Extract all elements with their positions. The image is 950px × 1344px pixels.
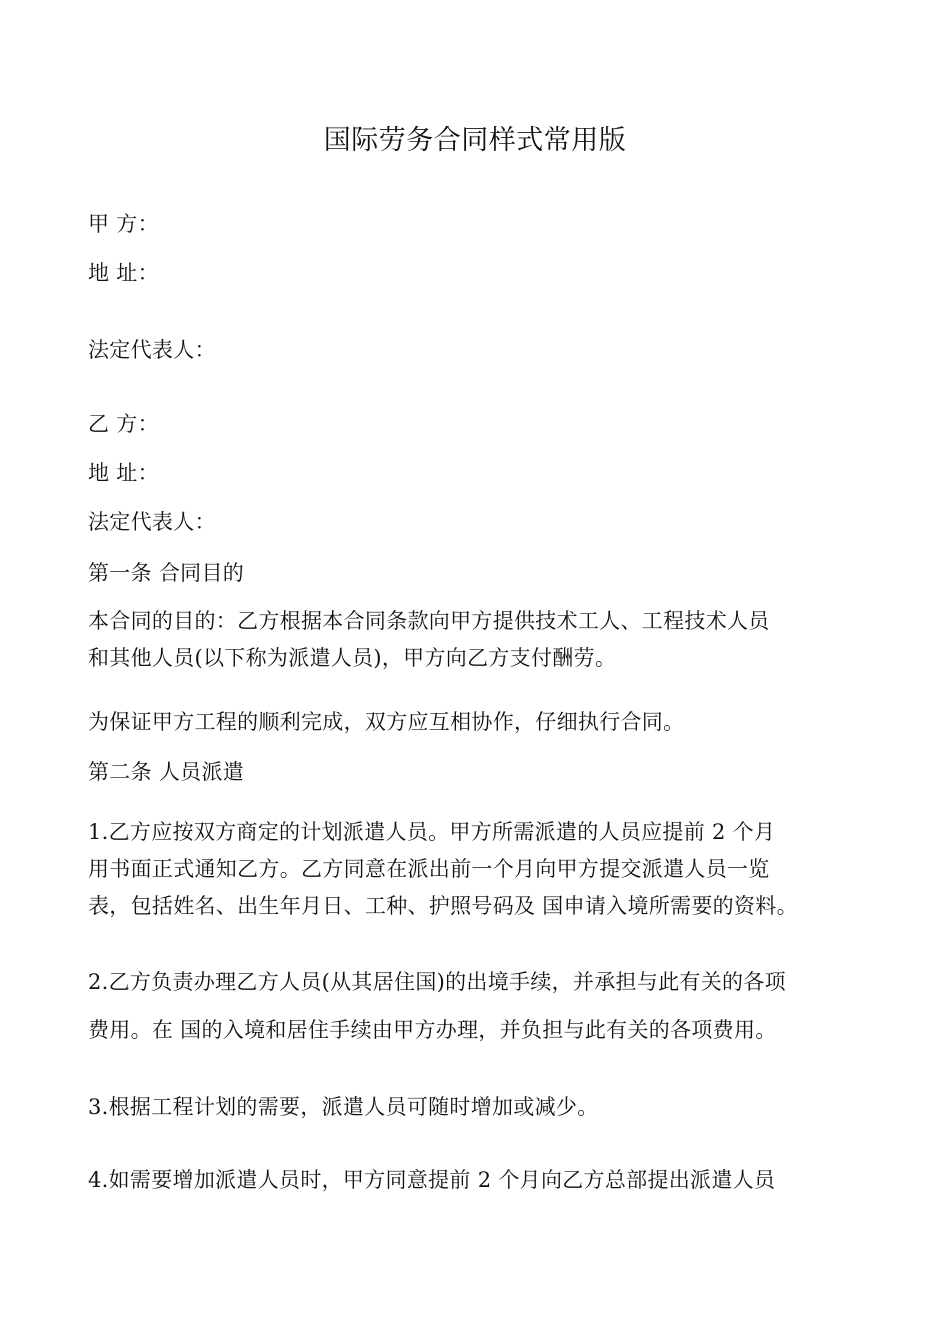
article2-item4: 4.如需要增加派遣人员时，甲方同意提前 2 个月向乙方总部提出派遣人员 [88,1168,776,1192]
party-a-label: 甲 方： [88,212,159,236]
party-b-representative: 法定代表人： [88,510,216,534]
document-title: 国际劳务合同样式常用版 [323,125,627,156]
party-a-representative: 法定代表人： [88,338,216,362]
party-b-label: 乙 方： [88,412,159,436]
paragraph-line: 和其他人员(以下称为派遣人员)，甲方向乙方支付酬劳。 [88,646,617,670]
paragraph-line: 用书面正式通知乙方。乙方同意在派出前一个月向甲方提交派遣人员一览 [88,857,770,881]
article1-paragraph2: 为保证甲方工程的顺利完成，双方应互相协作，仔细执行合同。 [88,710,685,734]
party-a-address: 地 址： [88,261,159,285]
paragraph-line: 1.乙方应按双方商定的计划派遣人员。甲方所需派遣的人员应提前 2 个月 [88,820,776,844]
party-b-address: 地 址： [88,461,159,485]
article1-paragraph1 [88,603,878,677]
article1-heading: 第一条 合同目的 [88,561,245,585]
article2-item1 [88,814,878,925]
paragraph-line: 费用。在 国的入境和居住手续由甲方办理，并负担与此有关的各项费用。 [88,1018,777,1042]
paragraph-line: 表，包括姓名、出生年月日、工种、护照号码及 国申请入境所需要的资料。 [88,894,798,918]
paragraph-line: 2.乙方负责办理乙方人员(从其居住国)的出境手续，并承担与此有关的各项 [88,970,786,994]
article2-item3: 3.根据工程计划的需要，派遣人员可随时增加或减少。 [88,1095,599,1119]
paragraph-line: 本合同的目的：乙方根据本合同条款向甲方提供技术工人、工程技术人员 [88,609,770,633]
article2-heading: 第二条 人员派遣 [88,760,245,784]
article2-item2 [88,958,878,1054]
